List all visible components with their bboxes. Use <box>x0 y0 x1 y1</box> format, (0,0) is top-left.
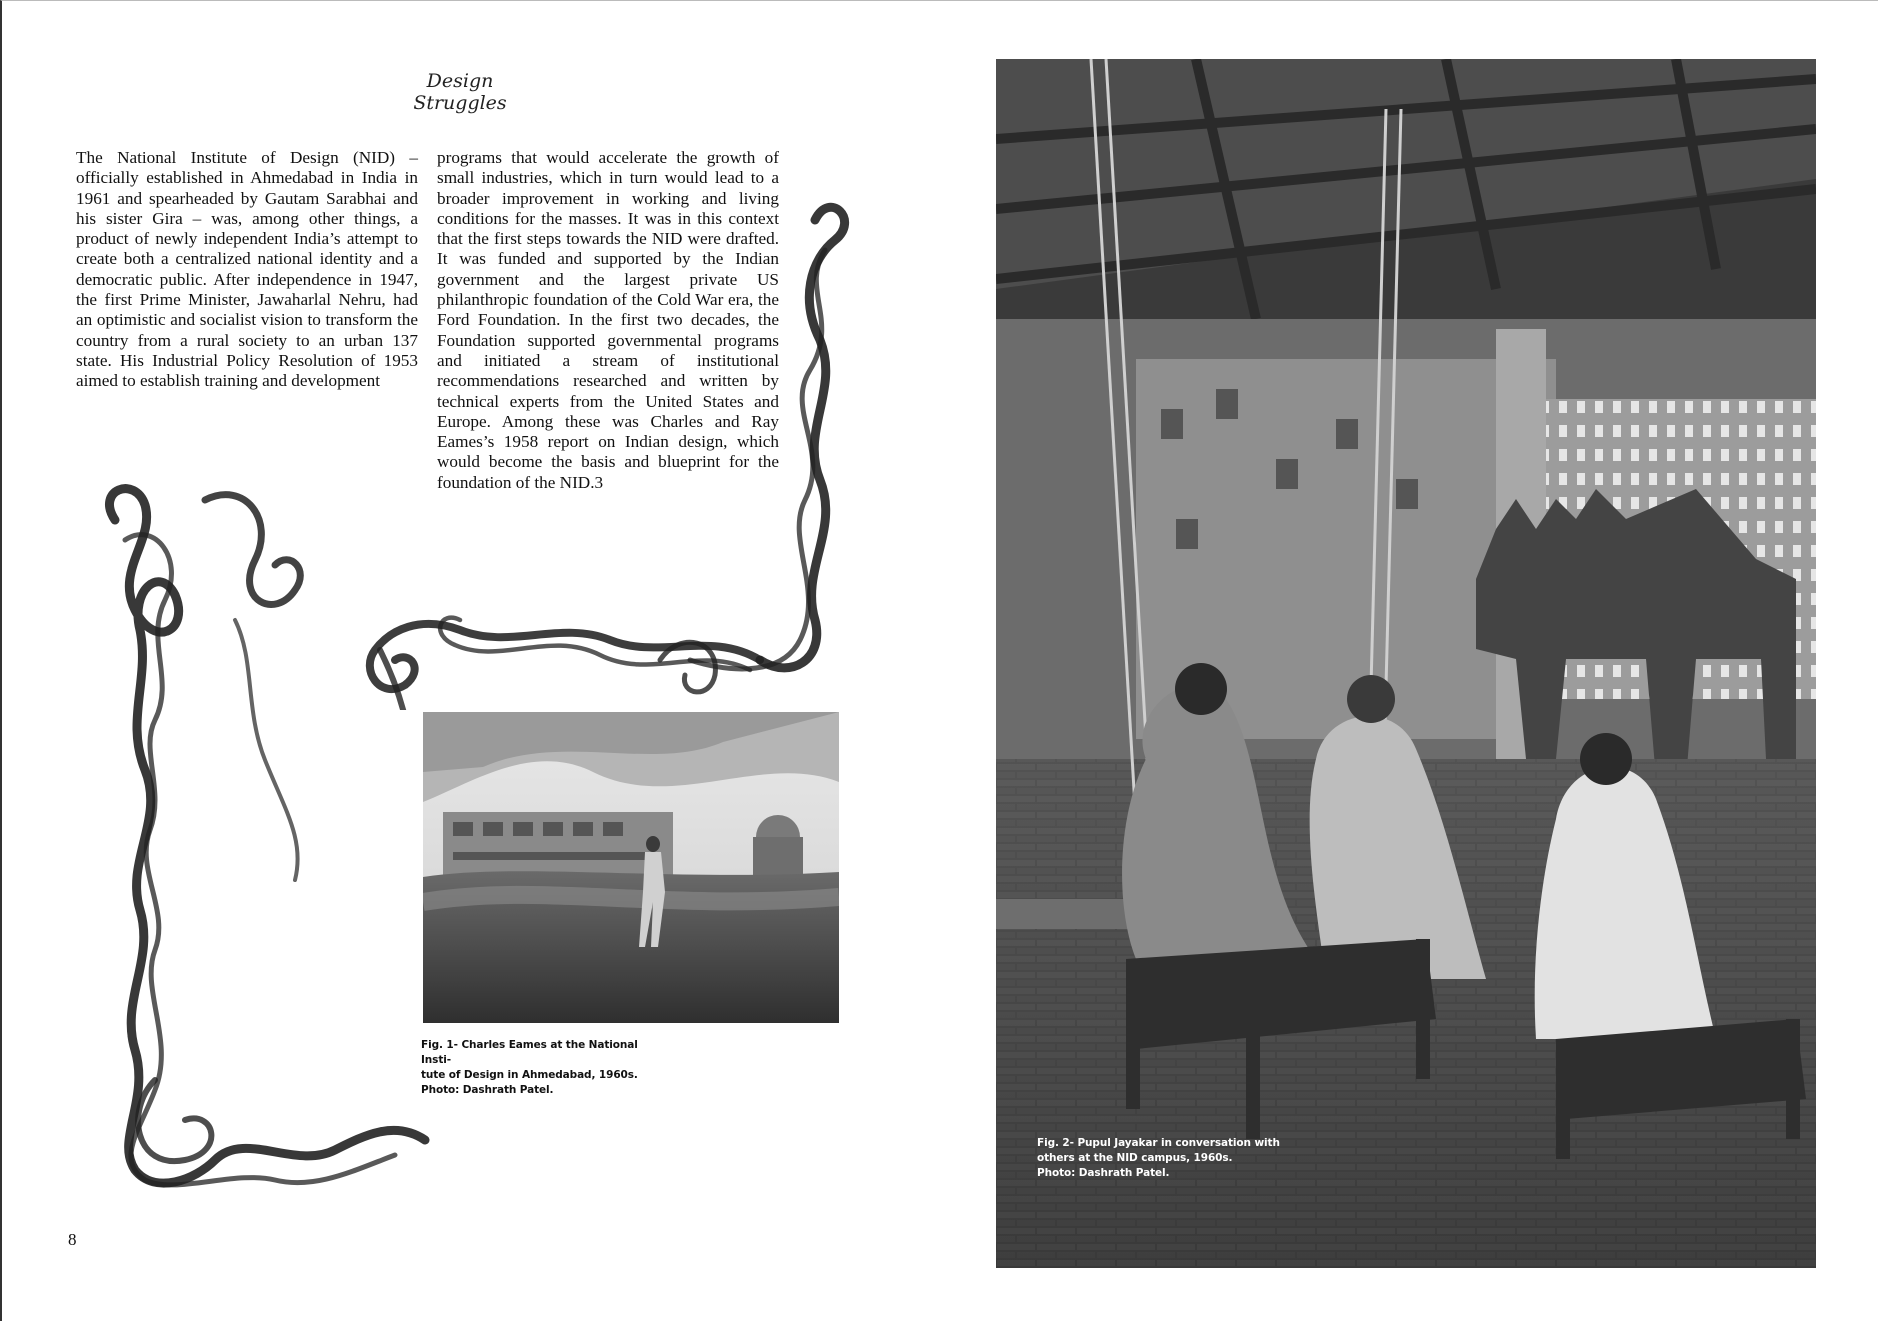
caption-line: Photo: Dashrath Patel. <box>1037 1167 1170 1179</box>
caption-line: others at the NID campus, 1960s. <box>1037 1152 1233 1164</box>
figure-2-caption <box>1037 1136 1297 1181</box>
running-header: Design Struggles <box>413 70 507 114</box>
body-text-column-left <box>76 148 418 392</box>
caption-line: Fig. 1- Charles Eames at the National Insti- <box>421 1039 638 1066</box>
figure-1-caption <box>421 1038 661 1098</box>
caption-line: Fig. 2- Pupul Jayakar in conversation with <box>1037 1137 1280 1149</box>
body-text-column-right <box>437 148 779 493</box>
figure-1-photo <box>423 712 839 1023</box>
paragraph-left: The National Institute of Design (NID) – officially established in Ahmedabad in India in 1961 and spearheaded by Gautam Sarabhai and his sister Gira – was, among other things, a product of newly independent India’s attempt to create both a centralized national identity and a democratic public. After independence in 1947, the first Prime Minister, Jawaharlal Nehru, had an optimistic and socialist vision to transform the country from a rural society to an urban 137 state. His Industrial Policy Resolution of 1953 aimed to establish training and development <box>76 148 418 391</box>
page-number: 8 <box>68 1230 77 1249</box>
figure-2-photo <box>996 59 1816 1268</box>
paragraph-right: programs that would accelerate the growth of small industries, which in turn would lead to a broader improvement in working and living conditions for the masses. It was in this context that the first steps towards the NID were drafted. It was funded and supported by the Indian government and the largest private US philanthropic foundation of the Cold War era, the Ford Foundation. In the first two decades, the Foundation supported governmental programs and initiated a stream of institutional recommendations researched and written by technical experts from the United States and Europe. Among these was Charles and Ray Eames’s 1958 report on Indian design, which would become the basis and blueprint for the foundation of the NID.3 <box>437 148 779 492</box>
caption-line: tute of Design in Ahmedabad, 1960s. <box>421 1069 638 1081</box>
caption-line: Photo: Dashrath Patel. <box>421 1084 554 1096</box>
